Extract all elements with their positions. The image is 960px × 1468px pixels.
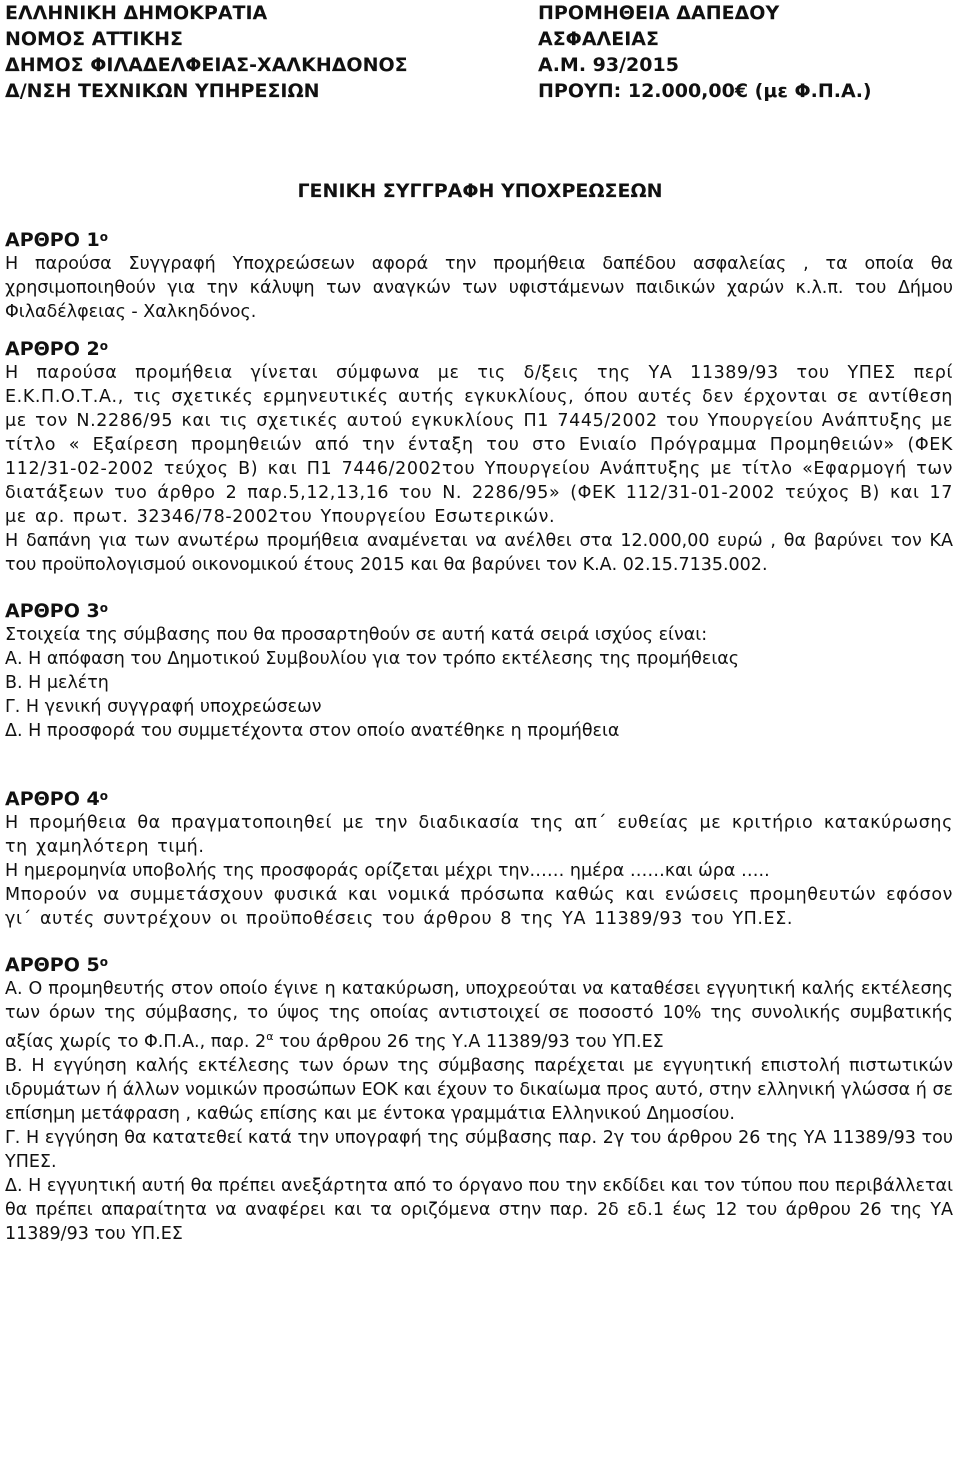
article-heading-text: ΑΡΘΡΟ 5	[5, 954, 100, 976]
article-heading	[5, 228, 953, 252]
ordinal-mark: ο	[99, 601, 108, 615]
issuer-line: Δ/ΝΣΗ ΤΕΧΝΙΚΩΝ ΥΠΗΡΕΣΙΩΝ	[5, 80, 320, 102]
ordinal-mark: ο	[99, 955, 108, 969]
document-body	[5, 228, 953, 1246]
list-item: Α. Η απόφαση του Δημοτικού Συμβουλίου για τον τρόπο εκτέλεσης της προμήθειας	[5, 649, 740, 669]
article-paragraph: Η παρούσα προμήθεια γίνεται σύμφωνα με τις δ/ξεις της ΥΑ 11389/93 του ΥΠΕΣ περί Ε.Κ.Π.Ο.Τ.Α., τις σχετικές ερμηνευτικές αυτής εγκυκλίους, όπου αυτές δεν έρχονται σε αντίθεση με τον Ν.2286/95 και τις σχετικές αυτού εγκυκλίους Π1 7445/2002 του Υπουργείου Ανάπτυξης με τίτλο « Εξαίρεση προμηθειών από την ένταξη του στο Ενιαίο Πρόγραμμα Προμηθειών» (ΦΕΚ 112/31-02-2002 τεύχος Β) και Π1 7446/2002του Υπουργείου Ανάπτυξης με τίτλο «Εφαρμογή των διατάξεων τυο άρθρο 2 παρ.5,12,13,16 του Ν. 2286/95» (ΦΕΚ 112/31-01-2002 τεύχος Β) και 17 με αρ. πρωτ. 32346/78-2002του Υπουργείου Εσωτερικών.	[5, 363, 953, 527]
list-item: Β. Η μελέτη	[5, 673, 109, 693]
ordinal-mark: α	[266, 1030, 274, 1043]
list-item: Δ. Η προσφορά του συμμετέχοντα στον οποίο ανατέθηκε η προμήθεια	[5, 721, 620, 741]
ordinal-mark: ο	[99, 339, 108, 353]
article-paragraph: Η ημερομηνία υποβολής της προσφοράς ορίζεται μέχρι την…… ημέρα ……και ώρα …..	[5, 861, 770, 881]
article-paragraph: Γ. Η εγγύηση θα κατατεθεί κατά την υπογραφή της σύμβασης παρ. 2γ του άρθρου 26 της ΥΑ 11389/93 του ΥΠΕΣ.	[5, 1127, 953, 1172]
article-paragraph	[5, 977, 953, 1054]
article-paragraph: Η παρούσα Συγγραφή Υποχρεώσεων αφορά την προμήθεια δαπέδου ασφαλείας , τα οποία θα χρησιμοποιηθούν για την κάλυψη των αναγκών των υφιστάμενων παιδικών χαρών κ.λ.π. του Δήμου Φιλαδέλφειας - Χαλκηδόνος.	[5, 254, 953, 322]
project-line: Α.Μ. 93/2015	[538, 54, 679, 76]
list-item: Γ. Η γενική συγγραφή υποχρεώσεων	[5, 697, 322, 717]
article-heading-text: ΑΡΘΡΟ 2	[5, 338, 100, 360]
project-line: ΠΡΟΜΗΘΕΙΑ ΔΑΠΕΔΟΥ	[538, 2, 780, 24]
issuer-line: ΕΛΛΗΝΙΚΗ ΔΗΜΟΚΡΑΤΙΑ	[5, 2, 268, 24]
article-heading-text: ΑΡΘΡΟ 1	[5, 229, 100, 251]
article-heading-text: ΑΡΘΡΟ 3	[5, 600, 100, 622]
project-block	[538, 0, 872, 104]
issuer-line: ΝΟΜΟΣ ΑΤΤΙΚΗΣ	[5, 28, 184, 50]
document-title: ΓΕΝΙΚΗ ΣΥΓΓΡΑΦΗ ΥΠΟΧΡΕΩΣΕΩΝ	[297, 180, 663, 202]
project-line: ΑΣΦΑΛΕΙΑΣ	[538, 28, 659, 50]
article-paragraph: Η προμήθεια θα πραγματοποιηθεί με την διαδικασία της απ΄ ευθείας με κριτήριο κατακύρωσης τη χαμηλότερη τιμή.	[5, 813, 953, 857]
article-heading-text: ΑΡΘΡΟ 4	[5, 788, 100, 810]
article-paragraph: Β. Η εγγύηση καλής εκτέλεσης των όρων της σύμβασης παρέχεται με εγγυητική επιστολή πιστωτικών ιδρυμάτων ή άλλων νομικών προσώπων ΕΟΚ και έχουν το δικαίωμα προς αυτό, στην ελληνική γλώσσα ή σε επίσημη μετάφραση , καθώς επίσης και με έντοκα γραμμάτια Ελληνικού Δημοσίου.	[5, 1055, 953, 1124]
article-paragraph: Μπορούν να συμμετάσχουν φυσικά και νομικά πρόσωπα καθώς και ενώσεις προμηθευτών εφόσον γι΄ αυτές συντρέχουν οι προϋποθέσεις του άρθρου 8 της ΥΑ 11389/93 του ΥΠ.ΕΣ.	[5, 885, 953, 929]
article-heading	[5, 599, 953, 623]
article-paragraph: Δ. Η εγγυητική αυτή θα πρέπει ανεξάρτητα από το όργανο που την εκδίδει και τον τύπου που περιβάλλεται θα πρέπει απαραίτητα να αναφέρει και τα οριζόμενα στην παρ. 2δ εδ.1 έως 12 του άρθρου 26 της ΥΑ 11389/93 του ΥΠ.ΕΣ	[5, 1175, 953, 1244]
document-header	[5, 0, 955, 110]
ordinal-mark: ο	[99, 789, 108, 803]
issuer-line: ΔΗΜΟΣ ΦΙΛΑΔΕΛΦΕΙΑΣ-ΧΑΛΚΗΔΟΝΟΣ	[5, 54, 408, 76]
article-heading	[5, 787, 953, 811]
paragraph-text: του άρθρου 26 της Υ.Α 11389/93 του ΥΠ.ΕΣ	[273, 1031, 664, 1052]
paragraph-text: Α. Ο προμηθευτής στον οποίο έγινε η κατακύρωση, υποχρεούται να καταθέσει εγγυητική καλής εκτέλεσης των όρων της σύμβασης, το ύψος της οποίας αντιστοιχεί σε ποσοστό 10% της συνολικής συμβατικής αξίας χωρίς το Φ.Π.Α., παρ. 2	[5, 979, 953, 1052]
project-line: ΠΡΟΥΠ: 12.000,00€ (με Φ.Π.Α.)	[538, 80, 872, 102]
article-heading	[5, 337, 953, 361]
article-heading	[5, 953, 953, 977]
article-paragraph: Η δαπάνη για των ανωτέρω προμήθεια αναμένεται να ανέλθει στα 12.000,00 ευρώ , θα βαρύνει τον ΚΑ του προϋπολογισμού οικονομικού έτους 2015 και θα βαρύνει τον Κ.Α. 02.15.7135.002.	[5, 531, 953, 575]
article-paragraph: Στοιχεία της σύμβασης που θα προσαρτηθούν σε αυτή κατά σειρά ισχύος είναι:	[5, 625, 708, 645]
ordinal-mark: ο	[99, 230, 108, 244]
issuer-block	[5, 0, 408, 104]
